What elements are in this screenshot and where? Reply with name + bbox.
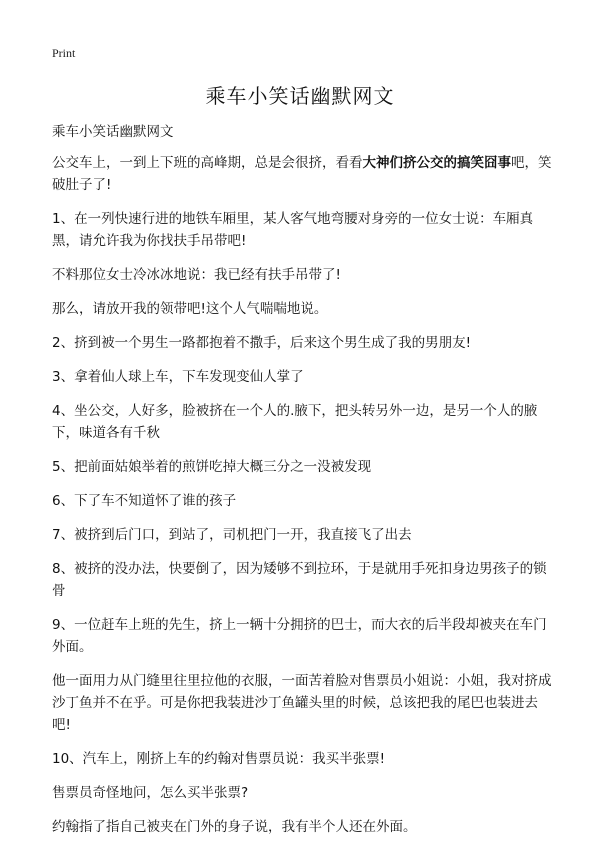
paragraph: 9、一位赶车上班的先生，挤上一辆十分拥挤的巴士，而大衣的后半段却被夹在车门外面。: [52, 617, 547, 655]
paragraph: 5、把前面姑娘举着的煎饼吃掉大概三分之一没被发现: [52, 459, 372, 475]
paragraph: 他一面用力从门缝里往里拉他的衣服，一面苦着脸对售票员小姐说：小姐，我对挤成沙丁鱼并不在乎。可是你把我装进沙丁鱼罐头里的时候，总该把我的尾巴也装进去吧!: [52, 673, 552, 733]
intro-bold-link-text: 大神们挤公交的搞笑囧事: [362, 155, 511, 171]
page-title: 乘车小笑话幽默网文: [205, 84, 395, 108]
paragraph: 10、汽车上，刚挤上车的约翰对售票员说：我买半张票!: [52, 751, 386, 767]
article-body: [52, 121, 552, 850]
paragraph: 不料那位女士冷冰冰地说：我已经有扶手吊带了!: [52, 267, 341, 283]
paragraph: 售票员奇怪地问，怎么买半张票?: [52, 785, 249, 801]
paragraph: 约翰指了指自己被夹在门外的身子说，我有半个人还在外面。: [52, 819, 417, 835]
article-subtitle: 乘车小笑话幽默网文: [52, 124, 174, 140]
paragraph: 6、下了车不知道怀了谁的孩子: [52, 493, 237, 509]
paragraph: 4、坐公交，人好多，脸被挤在一个人的.腋下，把头转另外一边，是另一个人的腋下，味道各有千秋: [52, 403, 538, 441]
intro-text: 公交车上，一到上下班的高峰期，总是会很挤，看看: [52, 155, 363, 171]
paragraph: 那么，请放开我的领带吧!这个人气喘喘地说。: [52, 301, 328, 317]
intro-paragraph: [52, 152, 552, 196]
paragraph: 3、拿着仙人球上车，下车发现变仙人掌了: [52, 369, 304, 385]
paragraph: 7、被挤到后门口，到站了，司机把门一开，我直接飞了出去: [52, 527, 412, 543]
paragraph: 2、挤到被一个男生一路都抱着不撒手，后来这个男生成了我的男朋友!: [52, 335, 472, 351]
intro-text-end: 吧，笑破肚子了!: [52, 155, 552, 193]
paragraph: 1、在一列快速行进的地铁车厢里，某人客气地弯腰对身旁的一位女士说：车厢真黑，请允许我为你找扶手吊带吧!: [52, 211, 534, 249]
paragraph: 8、被挤的没办法，快要倒了，因为矮够不到拉环，于是就用手死扣身边男孩子的锁骨: [52, 561, 547, 599]
print-link[interactable]: Print: [52, 46, 76, 60]
